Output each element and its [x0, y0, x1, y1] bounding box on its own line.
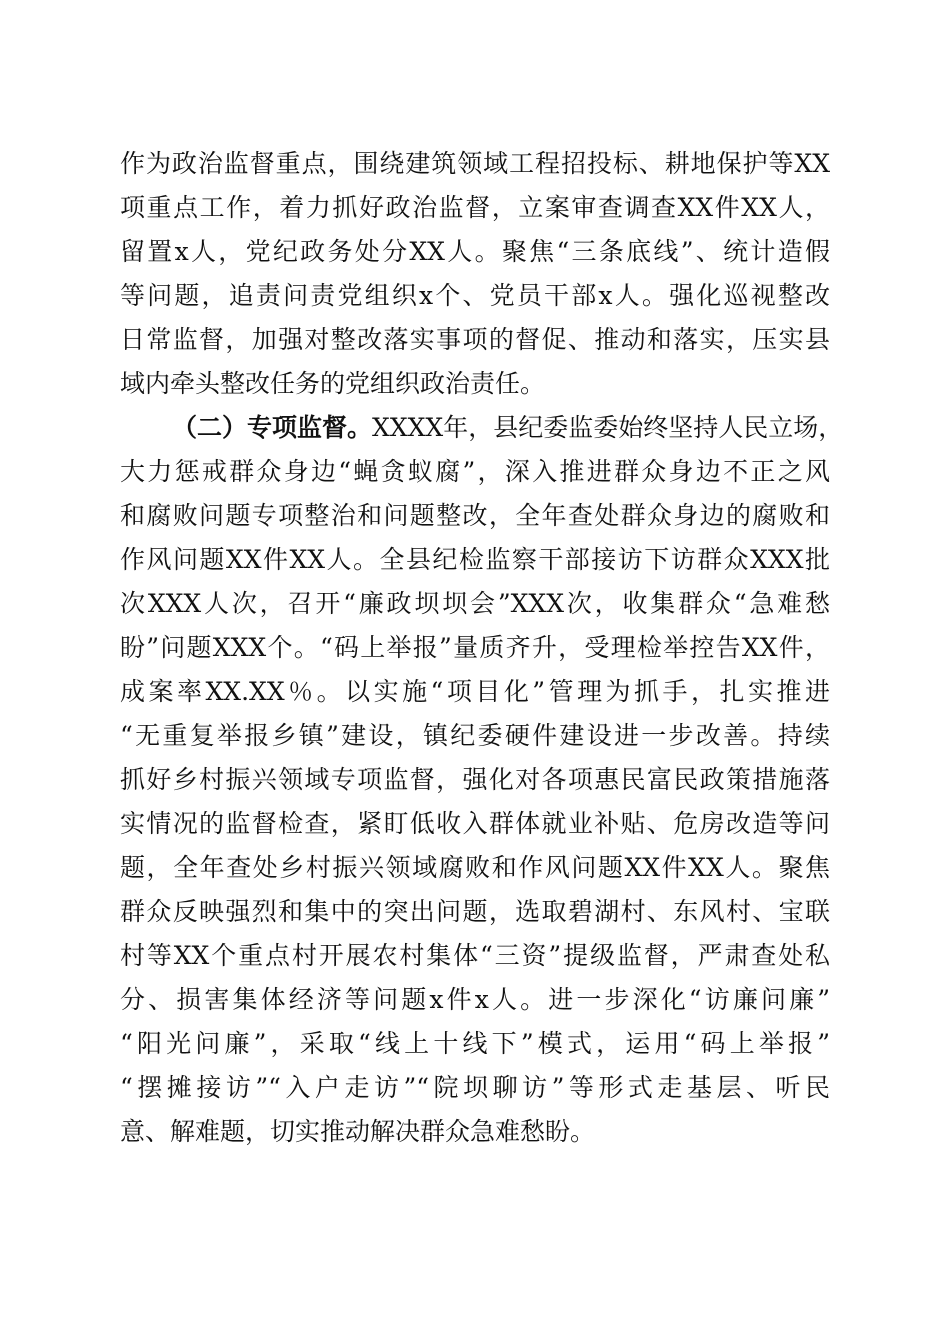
paragraph-1-line-2: 项重点工作，着力抓好政治监督，立案审查调查XX件XX人，	[120, 193, 830, 222]
paragraph-2-line-16: “摆摊接访”“入户走访”“院坝聊访”等形式走基层、听民	[120, 1073, 830, 1102]
paragraph-1-line-5: 日常监督，加强对整改落实事项的督促、推动和落实，压实县	[120, 325, 830, 354]
paragraph-2-line-7: 成案率XX.XX％。以实施“项目化”管理为抓手，扎实推进	[120, 677, 830, 706]
paragraph-2-line-4: 作风问题XX件XX人。全县纪检监察干部接访下访群众XXX批	[120, 545, 830, 574]
paragraph-2-line-17: 意、解难题，切实推动解决群众急难愁盼。	[120, 1117, 596, 1146]
paragraph-2-line-12: 群众反映强烈和集中的突出问题，选取碧湖村、东风村、宝联	[120, 897, 830, 926]
paragraph-1-line-4: 等问题，追责问责党组织x个、党员干部x人。强化巡视整改	[120, 281, 830, 310]
paragraph-2-line-8: “无重复举报乡镇”建设，镇纪委硬件建设进一步改善。持续	[120, 721, 830, 750]
paragraph-1-line-6: 域内牵头整改任务的党组织政治责任。	[120, 369, 546, 398]
paragraph-2-line-3: 和腐败问题专项整治和问题整改，全年查处群众身边的腐败和	[120, 501, 830, 530]
paragraph-2-line-11: 题，全年查处乡村振兴领域腐败和作风问题XX件XX人。聚焦	[120, 853, 830, 882]
paragraph-2-line-9: 抓好乡村振兴领域专项监督，强化对各项惠民富民政策措施落	[120, 765, 830, 794]
paragraph-2-line-14: 分、损害集体经济等问题x件x人。进一步深化“访廉问廉”	[120, 985, 830, 1014]
paragraph-2-line-5: 次XXX人次，召开“廉政坝坝会”XXX次，收集群众“急难愁	[120, 589, 830, 618]
paragraph-1-line-1: 作为政治监督重点，围绕建筑领域工程招投标、耕地保护等XX	[120, 149, 830, 178]
paragraph-2-line-15: “阳光问廉”，采取“线上十线下”模式，运用“码上举报”	[120, 1029, 830, 1058]
paragraph-1-line-3: 留置x人，党纪政务处分XX人。聚焦“三条底线”、统计造假	[120, 237, 830, 266]
paragraph-2-line-10: 实情况的监督检查，紧盯低收入群体就业补贴、危房改造等问	[120, 809, 830, 838]
paragraph-2-line-1-text: XXXX年，县纪委监委始终坚持人民立场，	[372, 413, 844, 442]
paragraph-2-line-13: 村等XX个重点村开展农村集体“三资”提级监督，严肃查处私	[120, 941, 830, 970]
paragraph-2-line-6: 盼”问题XXX个。“码上举报”量质齐升，受理检举控告XX件，	[120, 633, 830, 662]
section-heading: （二）专项监督。	[172, 413, 373, 442]
paragraph-2-line-1	[172, 408, 844, 448]
paragraph-2-line-2: 大力惩戒群众身边“蝇贪蚁腐”，深入推进群众身边不正之风	[120, 457, 830, 486]
